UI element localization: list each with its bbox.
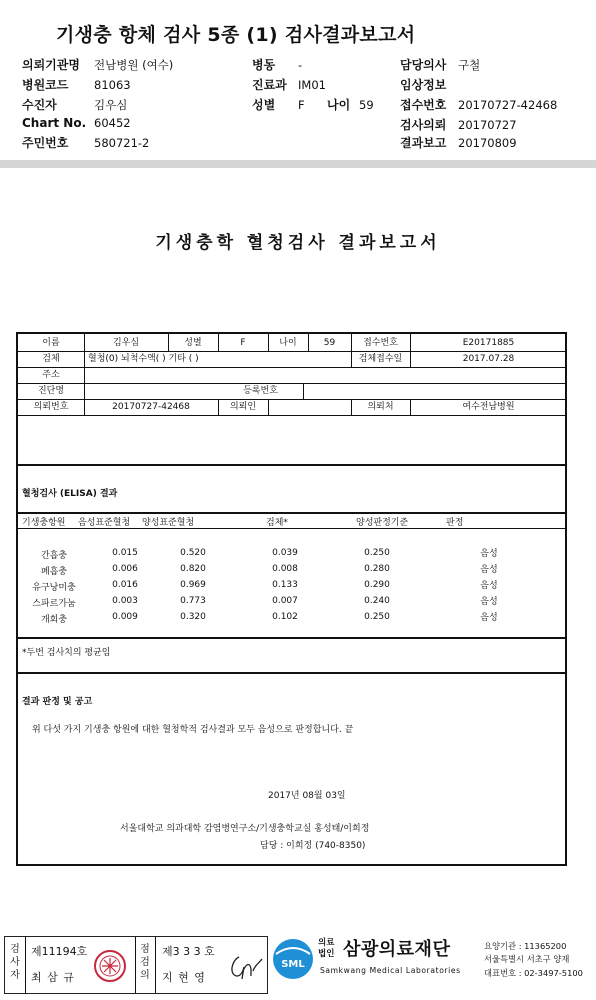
col-result: 판정 [446,518,464,528]
inspector-name: 지 현 영 [162,971,206,984]
agency-no: 요양기관 : 11365200 [484,941,567,951]
conclusion-section-title: 결과 판정 및 공고 [22,697,93,707]
field-resident-no: 주민번호 580721-2 [22,136,150,150]
reg-no-label: 접수번호 [363,338,398,348]
request-no-label: 의뢰번호 [33,402,69,412]
col-cutoff: 양성판정기준 [356,518,409,528]
org-phone: 대표번호 : 02-3497-5100 [484,968,583,978]
field-hospital-code: 병원코드 81063 [22,78,131,92]
field-request-date: 검사의뢰 20170727 [400,118,517,132]
request-no-value: 20170727-42468 [112,402,190,412]
report-frame: 이름 김우심 성별 F 나이 59 접수번호 E20171885 검체 혈청(0) 뇌척수액( ) 기타 ( ) 검체접수일 2017.07.28 주소 진단명 등록번호 의뢰번호 20170727-42468 의뢰인 의뢰처 여수전남병원 혈청검사 (ELISA) 결과 기생충항원 음성표준혈청 양성표준혈청 검체* 양성판정기준 판정 간흡충 0.015 0.520 0.039 0.250 음성 폐흡충 0.006 0.820 0.008 0.280 음성 유구낭미충 0.016 0.969 0.133 0.290 음성 스파르가눔 0.003 0.773 0.007 0.240 음성 개회충 0.009 0.320 0.102 0.250 음성 *두번 검사치의 평균임 결과 판정 및 공고 위 다섯 가지 기생충 항원에 대한 혈청학적 검사결과 모두 음성으로 판정합니다. 끝 2017년 08월 03일 서울대학교 의과대학 감염병연구소/기생충학교실 홍성태/이희정 담당 : 이희정 (740-8350) [16,332,567,866]
scan-title: 기생충학 혈청검사 결과보고서 [155,233,441,253]
specimen-value: 혈청(0) 뇌척수액( ) 기타 ( ) [88,354,199,364]
institution: 서울대학교 의과대학 감염병연구소/기생충학교실 홍성태/이희정 [120,824,370,834]
inspector-signature-icon [227,949,265,983]
col-negative-serum: 음성표준혈청 [78,518,131,528]
col-specimen: 검체* [266,518,288,528]
grid-line [18,512,565,514]
name-value: 김우심 [112,338,140,348]
elisa-footnote: *두번 검사치의 평균임 [22,648,111,658]
elisa-section-title: 혈청검사 (ELISA) 결과 [22,489,118,499]
reg-no-value: E20171885 [462,338,515,348]
scanned-report [0,168,596,928]
requester-value: 여수전남병원 [462,402,515,412]
examiner-label: 검사자 [10,944,20,981]
report-header [0,0,596,165]
address-label: 주소 [42,370,60,380]
grid-line [18,528,565,529]
grid-line [18,637,565,639]
contact: 담당 : 이희정 (740-8350) [260,841,366,851]
examiner-name: 최 삼 규 [31,971,75,984]
col-positive-serum: 양성표준혈청 [142,518,195,528]
org-english-name: Samkwang Medical Laboratories [320,966,461,975]
report-date: 2017년 08월 03일 [268,791,346,801]
signature-box [4,936,268,994]
examiner-license-no: 제11194호 [31,945,88,958]
grid-line [18,415,565,416]
org-type: 의료 법인 [318,938,335,959]
sml-logo-icon [272,938,314,980]
logo-text: SML [281,959,305,970]
org-address: 서울특별시 서초구 양재 [484,954,570,964]
grid-line [18,464,565,466]
field-doctor: 담당의사 구철 [400,58,481,72]
field-hospital: 의뢰기관명 전남병원 (여수) [22,58,174,72]
field-age: 나이 59 [327,98,374,112]
field-clinical-info: 임상정보 [400,78,447,92]
sex-value: F [240,338,246,348]
grid-line [18,672,565,674]
conclusion-text: 위 다섯 가지 기생충 항원에 대한 혈청학적 검사결과 모두 음성으로 판정합니다. 끝 [32,725,354,735]
field-department: 진료과 IM01 [252,78,326,92]
footer-strip [0,928,596,1000]
sex-label: 성별 [184,338,202,348]
requester-label: 의뢰처 [367,402,394,412]
field-receipt-no: 접수번호 20170727-42468 [400,98,558,112]
grid-line [18,367,565,368]
report-title: 기생충 항체 검사 5종 (1) 검사결과보고서 [56,24,416,46]
inspector-license-no: 제3 3 3 호 [162,945,215,958]
field-chart-no: Chart No. 60452 [22,116,131,130]
doctor-label: 의뢰인 [229,402,257,412]
field-ward: 병동 - [252,58,303,72]
field-report-date: 결과보고 20170809 [400,136,517,150]
name-label: 이름 [42,338,60,348]
received-label: 검체접수일 [358,354,403,364]
org-name: 삼광의료재단 [343,939,451,960]
received-value: 2017.07.28 [462,354,515,364]
inspector-label: 점검의 [140,944,150,981]
examiner-seal-icon [93,949,127,983]
age-label: 나이 [279,338,297,348]
registration-label: 등록번호 [243,386,278,396]
field-sex: 성별 F [252,98,305,112]
header-separator [0,160,596,168]
age-value: 59 [323,338,336,348]
col-antigen: 기생충항원 [22,518,66,528]
field-patient: 수진자 김우심 [22,98,128,112]
specimen-label: 검체 [42,354,60,364]
diagnosis-label: 진단명 [37,386,65,396]
